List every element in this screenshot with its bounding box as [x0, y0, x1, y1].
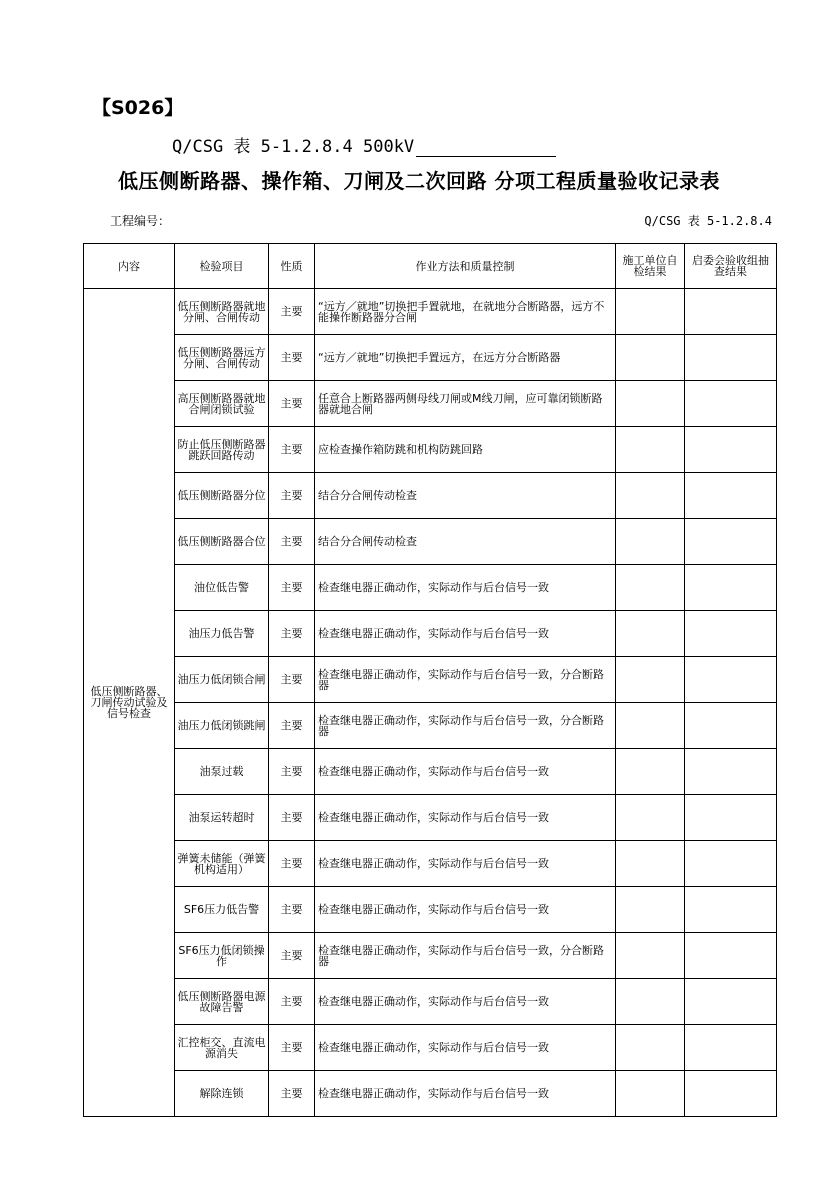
method-cell: 结合分合闸传动检查: [315, 473, 616, 519]
content-cell: 低压侧断路器、刀闸传动试验及信号检查: [84, 289, 175, 1117]
self-check-cell[interactable]: [616, 289, 685, 335]
self-check-cell[interactable]: [616, 887, 685, 933]
self-check-cell[interactable]: [616, 703, 685, 749]
table-row: [84, 565, 777, 611]
method-cell: 检查继电器正确动作，实际动作与后台信号一致: [315, 749, 616, 795]
table-row: [84, 749, 777, 795]
nature-cell: 主要: [269, 381, 315, 427]
method-cell: 应检查操作箱防跳和机构防跳回路: [315, 427, 616, 473]
item-cell: 低压侧断路器合位: [175, 519, 269, 565]
spot-check-cell[interactable]: [685, 519, 777, 565]
method-cell: 检查继电器正确动作，实际动作与后台信号一致，分合断路器: [315, 933, 616, 979]
spot-check-cell[interactable]: [685, 657, 777, 703]
table-row: [84, 887, 777, 933]
item-cell: 油泵运转超时: [175, 795, 269, 841]
method-cell: 任意合上断路器两侧母线刀闸或M线刀闸，应可靠闭锁断路器就地合闸: [315, 381, 616, 427]
item-cell: 低压侧断路器远方分闸、合闸传动: [175, 335, 269, 381]
self-check-cell[interactable]: [616, 933, 685, 979]
table-row: [84, 519, 777, 565]
self-check-cell[interactable]: [616, 657, 685, 703]
spot-check-cell[interactable]: [685, 335, 777, 381]
spot-check-cell[interactable]: [685, 381, 777, 427]
method-cell: 检查继电器正确动作，实际动作与后台信号一致: [315, 565, 616, 611]
table-row: [84, 335, 777, 381]
self-check-cell[interactable]: [616, 795, 685, 841]
header-spot-check: 启委会验收组抽查结果: [685, 244, 777, 289]
method-cell: 检查继电器正确动作，实际动作与后台信号一致: [315, 1025, 616, 1071]
nature-cell: 主要: [269, 979, 315, 1025]
spot-check-cell[interactable]: [685, 289, 777, 335]
form-code: Q/CSG 表 5-1.2.8.4: [644, 214, 772, 228]
table-row: [84, 427, 777, 473]
self-check-cell[interactable]: [616, 749, 685, 795]
table-row: [84, 289, 777, 335]
nature-cell: 主要: [269, 519, 315, 565]
self-check-cell[interactable]: [616, 979, 685, 1025]
spot-check-cell[interactable]: [685, 933, 777, 979]
item-cell: 油压力低闭锁合闸: [175, 657, 269, 703]
item-cell: 油位低告警: [175, 565, 269, 611]
self-check-cell[interactable]: [616, 519, 685, 565]
spot-check-cell[interactable]: [685, 887, 777, 933]
header-method: 作业方法和质量控制: [315, 244, 616, 289]
item-cell: SF6压力低告警: [175, 887, 269, 933]
table-header-row: [84, 244, 777, 289]
spot-check-cell[interactable]: [685, 1025, 777, 1071]
item-cell: 防止低压侧断路器跳跃回路传动: [175, 427, 269, 473]
item-cell: 油压力低告警: [175, 611, 269, 657]
header-content: 内容: [84, 244, 175, 289]
standard-blank-field[interactable]: [416, 138, 556, 157]
nature-cell: 主要: [269, 611, 315, 657]
method-cell: 检查继电器正确动作，实际动作与后台信号一致: [315, 1071, 616, 1117]
inspection-table: [83, 243, 777, 1117]
header-nature: 性质: [269, 244, 315, 289]
self-check-cell[interactable]: [616, 381, 685, 427]
item-cell: 低压侧断路器就地分闸、合闸传动: [175, 289, 269, 335]
nature-cell: 主要: [269, 427, 315, 473]
self-check-cell[interactable]: [616, 841, 685, 887]
table-row: [84, 611, 777, 657]
item-cell: 汇控柜交、直流电源消失: [175, 1025, 269, 1071]
method-cell: “远方／就地”切换把手置远方，在远方分合断路器: [315, 335, 616, 381]
table-row: [84, 841, 777, 887]
nature-cell: 主要: [269, 1071, 315, 1117]
method-cell: 检查继电器正确动作，实际动作与后台信号一致，分合断路器: [315, 703, 616, 749]
table-row: [84, 1025, 777, 1071]
record-code: 【S026】: [92, 97, 184, 119]
table-row: [84, 381, 777, 427]
nature-cell: 主要: [269, 335, 315, 381]
method-cell: 检查继电器正确动作，实际动作与后台信号一致: [315, 795, 616, 841]
method-cell: 检查继电器正确动作，实际动作与后台信号一致，分合断路器: [315, 657, 616, 703]
spot-check-cell[interactable]: [685, 979, 777, 1025]
self-check-cell[interactable]: [616, 1025, 685, 1071]
item-cell: 高压侧断路器就地合闸闭锁试验: [175, 381, 269, 427]
header-self-check: 施工单位自检结果: [616, 244, 685, 289]
item-cell: SF6压力低闭锁操作: [175, 933, 269, 979]
nature-cell: 主要: [269, 933, 315, 979]
self-check-cell[interactable]: [616, 473, 685, 519]
table-row: [84, 795, 777, 841]
item-cell: 低压侧断路器分位: [175, 473, 269, 519]
nature-cell: 主要: [269, 887, 315, 933]
nature-cell: 主要: [269, 703, 315, 749]
method-cell: 检查继电器正确动作，实际动作与后台信号一致: [315, 841, 616, 887]
header-item: 检验项目: [175, 244, 269, 289]
self-check-cell[interactable]: [616, 1071, 685, 1117]
nature-cell: 主要: [269, 565, 315, 611]
page-title: 低压侧断路器、操作箱、刀闸及二次回路 分项工程质量验收记录表: [118, 169, 720, 193]
nature-cell: 主要: [269, 473, 315, 519]
spot-check-cell[interactable]: [685, 611, 777, 657]
spot-check-cell[interactable]: [685, 703, 777, 749]
method-cell: 检查继电器正确动作，实际动作与后台信号一致: [315, 611, 616, 657]
method-cell: 检查继电器正确动作，实际动作与后台信号一致: [315, 979, 616, 1025]
standard-prefix: Q/CSG 表 5-1.2.8.4 500kV: [172, 137, 415, 157]
spot-check-cell[interactable]: [685, 795, 777, 841]
item-cell: 弹簧未储能（弹簧机构适用）: [175, 841, 269, 887]
table-row: [84, 979, 777, 1025]
self-check-cell[interactable]: [616, 565, 685, 611]
table-row: [84, 657, 777, 703]
nature-cell: 主要: [269, 657, 315, 703]
self-check-cell[interactable]: [616, 611, 685, 657]
spot-check-cell[interactable]: [685, 427, 777, 473]
nature-cell: 主要: [269, 289, 315, 335]
method-cell: “远方／就地”切换把手置就地，在就地分合断路器，远方不能操作断路器分合闸: [315, 289, 616, 335]
nature-cell: 主要: [269, 1025, 315, 1071]
table-row: [84, 1071, 777, 1117]
method-cell: 检查继电器正确动作，实际动作与后台信号一致: [315, 887, 616, 933]
self-check-cell[interactable]: [616, 335, 685, 381]
table-row: [84, 703, 777, 749]
table-row: [84, 933, 777, 979]
standard-line: [172, 132, 556, 157]
method-cell: 结合分合闸传动检查: [315, 519, 616, 565]
spot-check-cell[interactable]: [685, 565, 777, 611]
table-row: [84, 473, 777, 519]
self-check-cell[interactable]: [616, 427, 685, 473]
item-cell: 油压力低闭锁跳闸: [175, 703, 269, 749]
item-cell: 解除连锁: [175, 1071, 269, 1117]
project-number-label: 工程编号：: [110, 214, 171, 228]
spot-check-cell[interactable]: [685, 1071, 777, 1117]
nature-cell: 主要: [269, 841, 315, 887]
nature-cell: 主要: [269, 795, 315, 841]
spot-check-cell[interactable]: [685, 749, 777, 795]
item-cell: 油泵过载: [175, 749, 269, 795]
spot-check-cell[interactable]: [685, 841, 777, 887]
item-cell: 低压侧断路器电源故障告警: [175, 979, 269, 1025]
spot-check-cell[interactable]: [685, 473, 777, 519]
nature-cell: 主要: [269, 749, 315, 795]
